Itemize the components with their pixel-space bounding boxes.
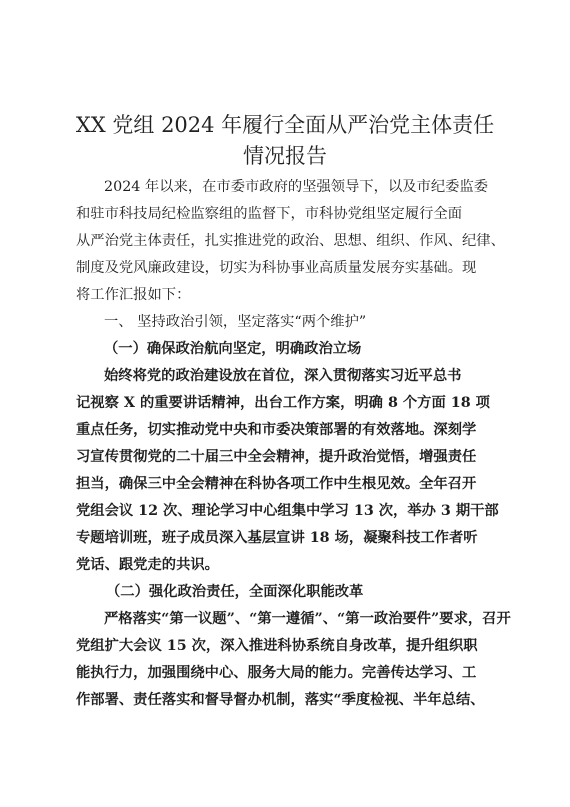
intro-line: 从严治党主体责任，扎实推进党的政治、思想、组织、作风、纪律、	[76, 233, 505, 249]
body-line: 严格落实“第一议题”、“第一遵循”、“第一政治要件”要求，召开	[104, 611, 511, 627]
body-line: 党组扩大会议 15 次，深入推进科协系统自身改革，提升组织职	[76, 638, 478, 654]
report-title-line-1: XX 党组 2024 年履行全面从严治党主体责任	[75, 113, 495, 137]
body-line: 能执行力，加强围绕中心、服务大局的能力。完善传达学习、工	[76, 665, 477, 681]
body-line: 担当，确保三中全会精神在科协各项工作中生根见效。全年召开	[76, 476, 477, 492]
body-line: 党组会议 12 次、理论学习中心组集中学习 13 次，举办 3 期干部	[76, 503, 499, 519]
body-line: 党话、跟党走的共识。	[76, 557, 219, 573]
intro-line: 将工作汇报如下：	[76, 287, 191, 303]
intro-line: 制度及党风廉政建设，切实为科协事业高质量发展夯实基础。现	[76, 260, 477, 276]
body-line: 重点任务，切实推动党中央和市委决策部署的有效落地。深刻学	[76, 422, 477, 438]
section-heading: 一、 坚持政治引领，坚定落实“两个维护”	[104, 314, 367, 330]
report-title-line-2: 情况报告	[243, 144, 327, 168]
intro-line: 2024 年以来，在市委市政府的坚强领导下，以及市纪委监委	[104, 179, 489, 195]
subsection-heading: （一）确保政治航向坚定，明确政治立场	[104, 341, 362, 357]
body-line: 记视察 X 的重要讲话精神，出台工作方案，明确 8 个方面 18 项	[76, 395, 490, 411]
body-line: 专题培训班，班子成员深入基层宣讲 18 场，凝聚科技工作者听	[76, 530, 478, 546]
intro-line: 和驻市科技局纪检监察组的监督下，市科协党组坚定履行全面	[76, 206, 463, 222]
subsection-heading: （二）强化政治责任，全面深化职能改革	[106, 584, 364, 600]
body-line: 始终将党的政治建设放在首位，深入贯彻落实习近平总书	[104, 368, 462, 384]
body-line: 作部署、责任落实和督导督办机制，落实“季度检视、半年总结、	[76, 692, 485, 708]
body-line: 习宣传贯彻党的二十届三中全会精神，提升政治觉悟，增强责任	[76, 449, 477, 465]
